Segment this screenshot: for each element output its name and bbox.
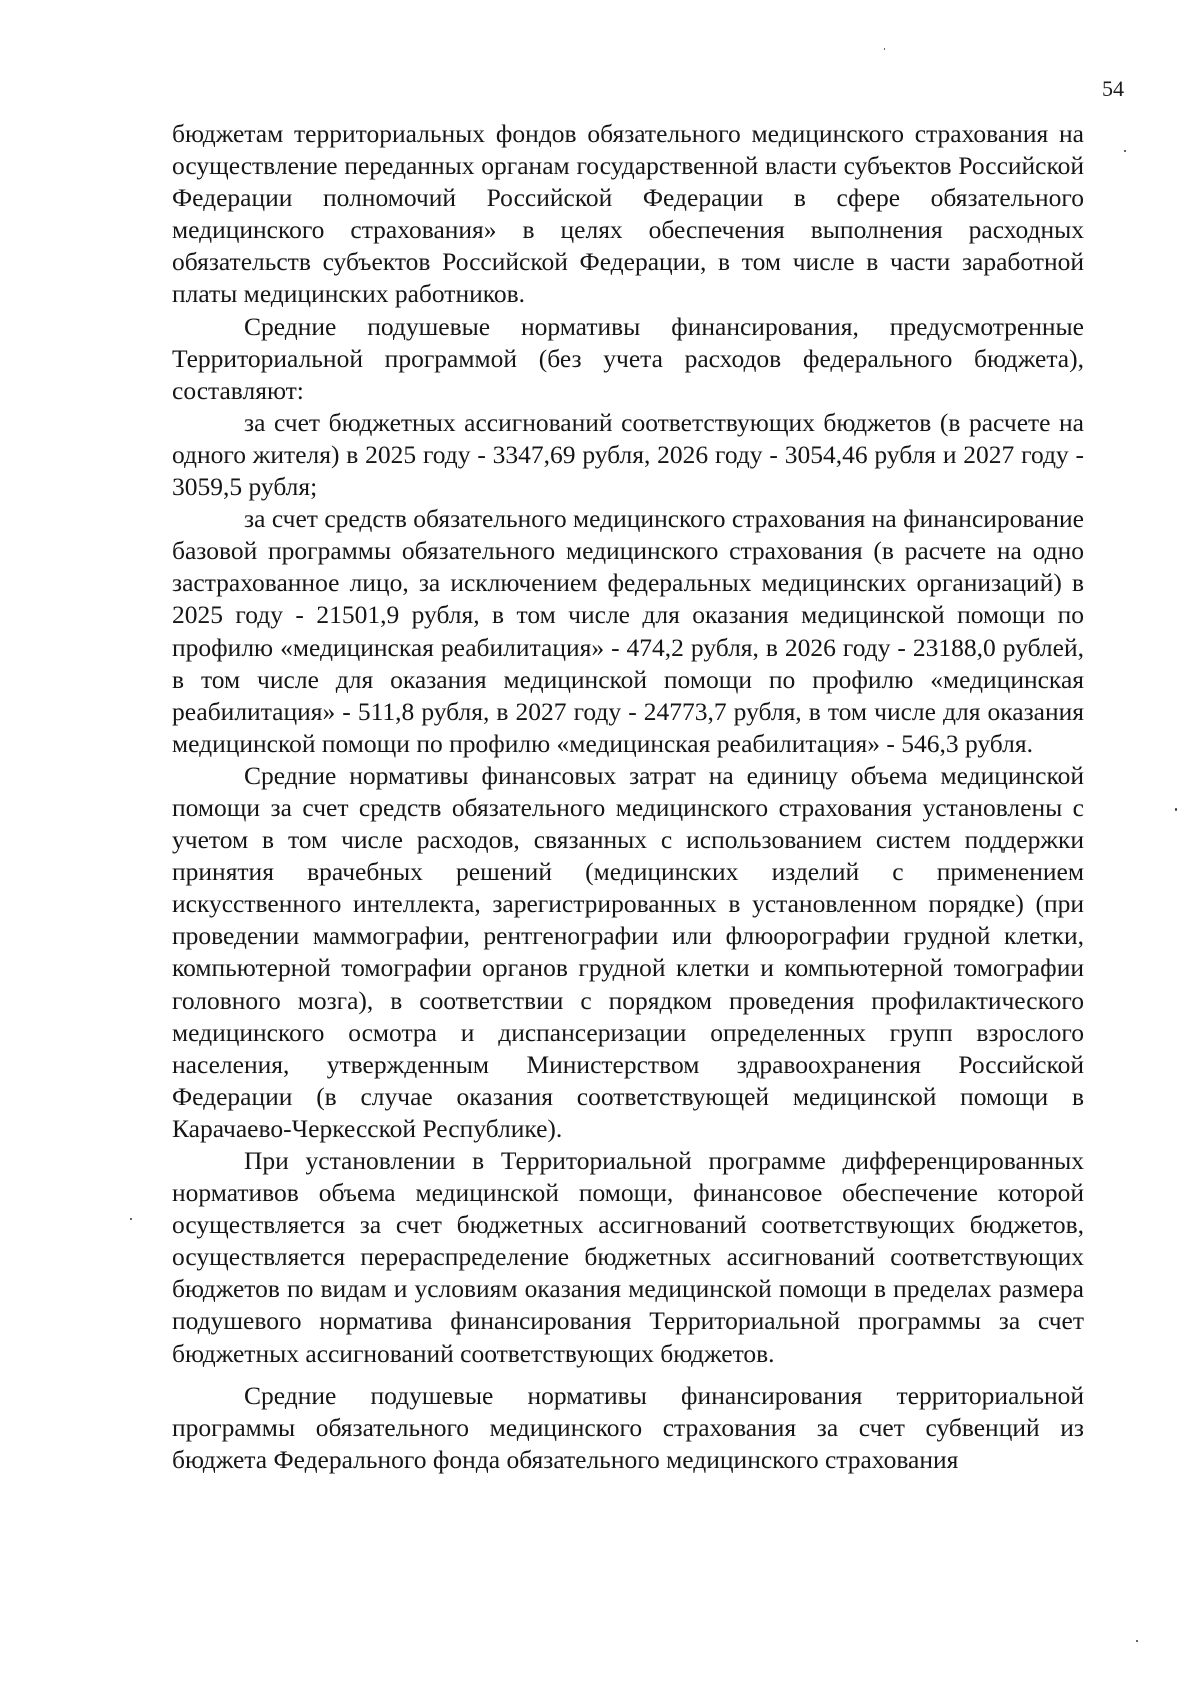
paragraph-budget-allocations: за счет бюджетных ассигнований соответствующих бюджетов (в расчете на одного жителя) в 2025 году - 3347,69 рубля, 2026 году - 3054,46 рубля и 2027 году - 3059,5 рубля; [172,407,1084,502]
paragraph-cost-norms: Средние нормативы финансовых затрат на единицу объема медицинской помощи за счет средств обязательного медицинского страхования установлены с учетом в том числе расходов, связанных с использованием систем поддержки принятия врачебных решений (медицинских изделий с применением искусственного интеллекта, зарегистрированных в установленном порядке) (при проведении маммографии, рентгенографии или флюорографии грудной клетки, компьютерной томографии органов грудной клетки и компьютерной томографии головного мозга), в соответствии с порядком проведения профилактического медицинского осмотра и диспансеризации определенных групп взрослого населения, утвержденным Министерством здравоохранения Российской Федерации (в случае оказания соответствующей медицинской помощи в Карачаево-Черкесской Республике). [172,760,1084,1143]
body-text [172,118,1084,1476]
scan-speck [130,1218,132,1220]
paragraph-continuation: бюджетам территориальных фондов обязательного медицинского страхования на осуществление переданных органам государственной власти субъектов Российской Федерации полномочий Российской Федерации в сфере обязательного медицинского страхования» в целях обеспечения выполнения расходных обязательств субъектов Российской Федерации, в том числе в части заработной платы медицинских работников. [172,119,1084,309]
scan-speck [884,48,885,50]
paragraph-subvention-norms: Средние подушевые нормативы финансирования территориальной программы обязательного медицинского страхования за счет субвенций из бюджета Федерального фонда обязательного медицинского страхования [172,1380,1084,1474]
scan-speck [1124,150,1126,152]
paragraph-oms-funds: за счет средств обязательного медицинского страхования на финансирование базовой программы обязательного медицинского страхования (в расчете на одно застрахованное лицо, за исключением федеральных медицинских организаций) в 2025 году - 21501,9 рубля, в том числе для оказания медицинской помощи по профилю «медицинская реабилитация» - 474,2 рубля, в 2026 году - 23188,0 рублей, в том числе для оказания медицинской помощи по профилю «медицинская реабилитация» - 511,8 рубля, в 2027 году - 24773,7 рубля, в том числе для оказания медицинской помощи по профилю «медицинская реабилитация» - 546,3 рубля. [172,504,1084,758]
scan-speck [1175,808,1177,811]
paragraph-per-capita-norms: Средние подушевые нормативы финансирования, предусмотренные Территориальной программой (без учета расходов федерального бюджета), составляют: [172,311,1084,405]
paragraph-differentiated-norms: При установлении в Территориальной программе дифференцированных нормативов объема медицинской помощи, финансовое обеспечение которой осуществляется за счет бюджетных ассигнований соответствующих бюджетов, осуществляется перераспределение бюджетных ассигнований соответствующих бюджетов по видам и условиям оказания медицинской помощи в пределах размера подушевого норматива финансирования Территориальной программы за счет бюджетных ассигнований соответствующих бюджетов. [172,1146,1084,1368]
scan-speck [1136,1640,1138,1642]
page-number: 54 [1102,76,1124,101]
